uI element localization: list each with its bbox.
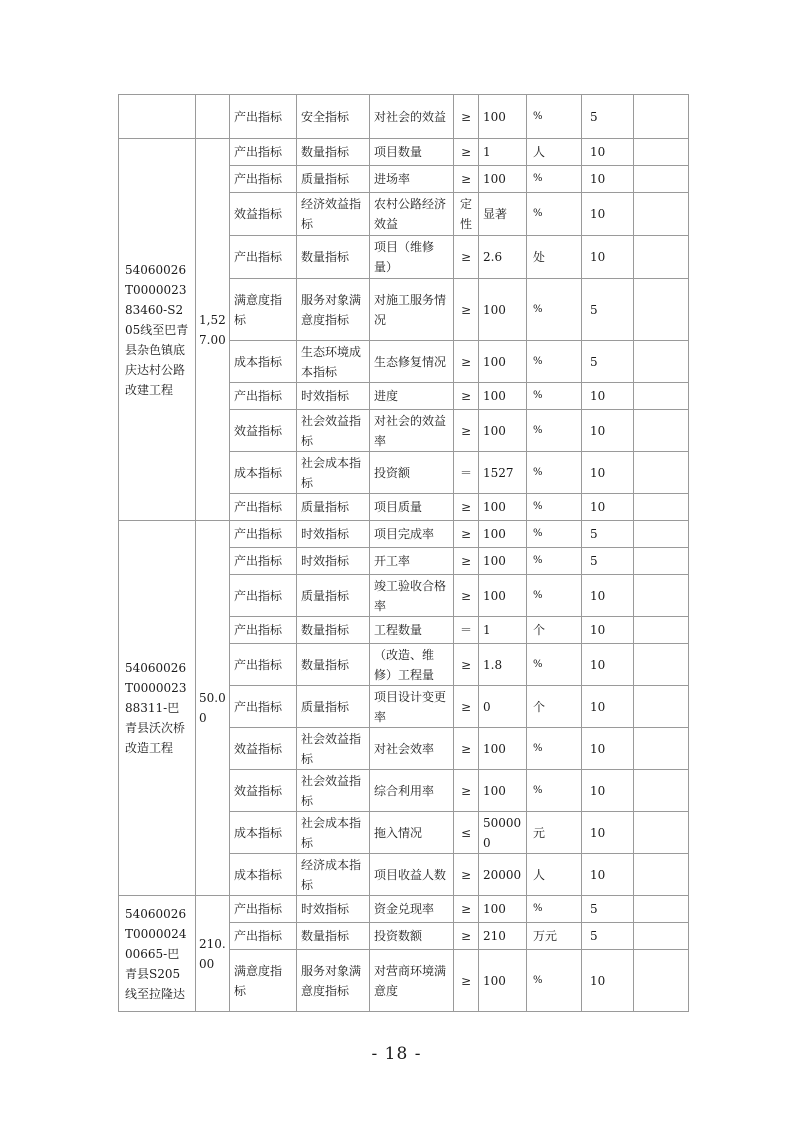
target-value-cell: 显著 [479, 193, 527, 236]
score-cell: 10 [582, 644, 634, 686]
level1-indicator-cell: 产出指标 [230, 923, 297, 950]
level1-indicator-cell: 成本指标 [230, 854, 297, 896]
level1-indicator-cell: 效益指标 [230, 193, 297, 236]
score-cell: 5 [582, 95, 634, 139]
remark-cell [634, 770, 689, 812]
level3-indicator-cell: 对社会的效益率 [370, 410, 454, 452]
operator-cell: ≥ [454, 410, 479, 452]
level3-indicator-cell: 进度 [370, 383, 454, 410]
target-value-cell: 100 [479, 896, 527, 923]
operator-cell: ≥ [454, 166, 479, 193]
target-value-cell: 100 [479, 521, 527, 548]
operator-cell: ≥ [454, 236, 479, 279]
level2-indicator-cell: 数量指标 [297, 923, 370, 950]
score-cell: 10 [582, 950, 634, 1012]
remark-cell [634, 236, 689, 279]
level3-indicator-cell: 对社会的效益 [370, 95, 454, 139]
project-amount-cell: 210.00 [196, 896, 230, 1012]
target-value-cell: 100 [479, 950, 527, 1012]
level2-indicator-cell: 质量指标 [297, 686, 370, 728]
level2-indicator-cell: 时效指标 [297, 548, 370, 575]
level1-indicator-cell: 产出指标 [230, 494, 297, 521]
remark-cell [634, 728, 689, 770]
unit-cell: % [527, 95, 582, 139]
target-value-cell: 100 [479, 548, 527, 575]
target-value-cell: 20000 [479, 854, 527, 896]
level3-indicator-cell: 综合利用率 [370, 770, 454, 812]
remark-cell [634, 279, 689, 341]
level1-indicator-cell: 产出指标 [230, 383, 297, 410]
level2-indicator-cell: 社会效益指标 [297, 728, 370, 770]
level2-indicator-cell: 时效指标 [297, 383, 370, 410]
score-cell: 10 [582, 770, 634, 812]
unit-cell: % [527, 644, 582, 686]
unit-cell: % [527, 770, 582, 812]
unit-cell: % [527, 548, 582, 575]
level3-indicator-cell: 开工率 [370, 548, 454, 575]
level3-indicator-cell: 投资数额 [370, 923, 454, 950]
project-name-cell: 54060026T000002400665-巴青县S205线至拉隆达 [119, 896, 196, 1012]
level1-indicator-cell: 效益指标 [230, 728, 297, 770]
unit-cell: % [527, 950, 582, 1012]
remark-cell [634, 95, 689, 139]
unit-cell: % [527, 341, 582, 383]
level2-indicator-cell: 质量指标 [297, 575, 370, 617]
level3-indicator-cell: 项目（维修量） [370, 236, 454, 279]
level1-indicator-cell: 成本指标 [230, 341, 297, 383]
remark-cell [634, 923, 689, 950]
operator-cell: ＝ [454, 617, 479, 644]
level2-indicator-cell: 质量指标 [297, 494, 370, 521]
level1-indicator-cell: 产出指标 [230, 896, 297, 923]
target-value-cell: 100 [479, 279, 527, 341]
remark-cell [634, 341, 689, 383]
level3-indicator-cell: 生态修复情况 [370, 341, 454, 383]
remark-cell [634, 410, 689, 452]
level3-indicator-cell: 拖入情况 [370, 812, 454, 854]
operator-cell: ≥ [454, 341, 479, 383]
score-cell: 5 [582, 521, 634, 548]
score-cell: 10 [582, 410, 634, 452]
unit-cell: % [527, 279, 582, 341]
level3-indicator-cell: 对施工服务情况 [370, 279, 454, 341]
level2-indicator-cell: 社会效益指标 [297, 770, 370, 812]
score-cell: 5 [582, 548, 634, 575]
remark-cell [634, 686, 689, 728]
operator-cell: ≥ [454, 923, 479, 950]
level1-indicator-cell: 成本指标 [230, 452, 297, 494]
operator-cell: ≥ [454, 644, 479, 686]
operator-cell: ≥ [454, 548, 479, 575]
level3-indicator-cell: 项目收益人数 [370, 854, 454, 896]
level1-indicator-cell: 产出指标 [230, 139, 297, 166]
unit-cell: 元 [527, 812, 582, 854]
level3-indicator-cell: 投资额 [370, 452, 454, 494]
level3-indicator-cell: 对社会效率 [370, 728, 454, 770]
remark-cell [634, 193, 689, 236]
level1-indicator-cell: 产出指标 [230, 166, 297, 193]
score-cell: 10 [582, 728, 634, 770]
target-value-cell: 500000 [479, 812, 527, 854]
unit-cell: 个 [527, 686, 582, 728]
unit-cell: 人 [527, 139, 582, 166]
score-cell: 10 [582, 139, 634, 166]
project-amount-cell: 1,527.00 [196, 139, 230, 521]
operator-cell: ≥ [454, 728, 479, 770]
level2-indicator-cell: 社会成本指标 [297, 812, 370, 854]
score-cell: 10 [582, 575, 634, 617]
level2-indicator-cell: 经济效益指标 [297, 193, 370, 236]
target-value-cell: 210 [479, 923, 527, 950]
remark-cell [634, 617, 689, 644]
level3-indicator-cell: 工程数量 [370, 617, 454, 644]
remark-cell [634, 575, 689, 617]
operator-cell: 定性 [454, 193, 479, 236]
level2-indicator-cell: 生态环境成本指标 [297, 341, 370, 383]
operator-cell: ≥ [454, 686, 479, 728]
operator-cell: ≥ [454, 494, 479, 521]
target-value-cell: 100 [479, 383, 527, 410]
remark-cell [634, 521, 689, 548]
operator-cell: ≥ [454, 896, 479, 923]
level3-indicator-cell: 项目数量 [370, 139, 454, 166]
level1-indicator-cell: 产出指标 [230, 236, 297, 279]
level2-indicator-cell: 时效指标 [297, 521, 370, 548]
performance-indicator-table [118, 94, 689, 1012]
page-number: - 18 - [371, 1044, 422, 1064]
remark-cell [634, 383, 689, 410]
unit-cell: 万元 [527, 923, 582, 950]
target-value-cell: 100 [479, 575, 527, 617]
unit-cell: 个 [527, 617, 582, 644]
table-row [119, 139, 689, 166]
level3-indicator-cell: （改造、维修）工程量 [370, 644, 454, 686]
score-cell: 10 [582, 686, 634, 728]
score-cell: 5 [582, 341, 634, 383]
level2-indicator-cell: 安全指标 [297, 95, 370, 139]
unit-cell: % [527, 521, 582, 548]
level2-indicator-cell: 数量指标 [297, 236, 370, 279]
target-value-cell: 1527 [479, 452, 527, 494]
project-name-cell: 54060026T000002383460-S205线至巴青县杂色镇底庆达村公路改建工程 [119, 139, 196, 521]
level3-indicator-cell: 对营商环境满意度 [370, 950, 454, 1012]
target-value-cell: 2.6 [479, 236, 527, 279]
level1-indicator-cell: 效益指标 [230, 770, 297, 812]
level1-indicator-cell: 效益指标 [230, 410, 297, 452]
unit-cell: % [527, 410, 582, 452]
level2-indicator-cell: 社会成本指标 [297, 452, 370, 494]
unit-cell: % [527, 728, 582, 770]
unit-cell: % [527, 896, 582, 923]
operator-cell: ＝ [454, 452, 479, 494]
project-amount-cell [196, 95, 230, 139]
project-name-cell [119, 95, 196, 139]
remark-cell [634, 644, 689, 686]
score-cell: 10 [582, 452, 634, 494]
level1-indicator-cell: 成本指标 [230, 812, 297, 854]
target-value-cell: 100 [479, 770, 527, 812]
target-value-cell: 100 [479, 166, 527, 193]
target-value-cell: 100 [479, 410, 527, 452]
level3-indicator-cell: 项目质量 [370, 494, 454, 521]
level2-indicator-cell: 社会效益指标 [297, 410, 370, 452]
remark-cell [634, 896, 689, 923]
level2-indicator-cell: 时效指标 [297, 896, 370, 923]
score-cell: 10 [582, 383, 634, 410]
operator-cell: ≥ [454, 854, 479, 896]
level1-indicator-cell: 产出指标 [230, 686, 297, 728]
target-value-cell: 100 [479, 494, 527, 521]
level3-indicator-cell: 项目设计变更率 [370, 686, 454, 728]
target-value-cell: 100 [479, 95, 527, 139]
operator-cell: ≤ [454, 812, 479, 854]
score-cell: 5 [582, 923, 634, 950]
operator-cell: ≥ [454, 139, 479, 166]
operator-cell: ≥ [454, 575, 479, 617]
unit-cell: % [527, 193, 582, 236]
table-row [119, 896, 689, 923]
score-cell: 10 [582, 494, 634, 521]
score-cell: 10 [582, 854, 634, 896]
unit-cell: % [527, 575, 582, 617]
level2-indicator-cell: 经济成本指标 [297, 854, 370, 896]
operator-cell: ≥ [454, 521, 479, 548]
level3-indicator-cell: 进场率 [370, 166, 454, 193]
remark-cell [634, 950, 689, 1012]
unit-cell: 处 [527, 236, 582, 279]
target-value-cell: 1 [479, 139, 527, 166]
score-cell: 10 [582, 166, 634, 193]
target-value-cell: 100 [479, 728, 527, 770]
score-cell: 10 [582, 236, 634, 279]
score-cell: 10 [582, 193, 634, 236]
operator-cell: ≥ [454, 950, 479, 1012]
target-value-cell: 1.8 [479, 644, 527, 686]
level2-indicator-cell: 数量指标 [297, 644, 370, 686]
level3-indicator-cell: 竣工验收合格率 [370, 575, 454, 617]
level1-indicator-cell: 产出指标 [230, 617, 297, 644]
remark-cell [634, 494, 689, 521]
level2-indicator-cell: 数量指标 [297, 139, 370, 166]
score-cell: 10 [582, 617, 634, 644]
level2-indicator-cell: 服务对象满意度指标 [297, 950, 370, 1012]
target-value-cell: 1 [479, 617, 527, 644]
target-value-cell: 100 [479, 341, 527, 383]
unit-cell: % [527, 452, 582, 494]
operator-cell: ≥ [454, 770, 479, 812]
table-row [119, 521, 689, 548]
level3-indicator-cell: 农村公路经济效益 [370, 193, 454, 236]
remark-cell [634, 166, 689, 193]
remark-cell [634, 452, 689, 494]
remark-cell [634, 812, 689, 854]
level3-indicator-cell: 资金兑现率 [370, 896, 454, 923]
operator-cell: ≥ [454, 95, 479, 139]
level2-indicator-cell: 质量指标 [297, 166, 370, 193]
remark-cell [634, 854, 689, 896]
level1-indicator-cell: 满意度指标 [230, 279, 297, 341]
unit-cell: % [527, 494, 582, 521]
unit-cell: % [527, 383, 582, 410]
table-row [119, 95, 689, 139]
remark-cell [634, 139, 689, 166]
score-cell: 5 [582, 279, 634, 341]
operator-cell: ≥ [454, 383, 479, 410]
remark-cell [634, 548, 689, 575]
project-name-cell: 54060026T000002388311-巴青县沃次桥改造工程 [119, 521, 196, 896]
level1-indicator-cell: 产出指标 [230, 521, 297, 548]
operator-cell: ≥ [454, 279, 479, 341]
level1-indicator-cell: 产出指标 [230, 644, 297, 686]
level3-indicator-cell: 项目完成率 [370, 521, 454, 548]
score-cell: 10 [582, 812, 634, 854]
unit-cell: % [527, 166, 582, 193]
project-amount-cell: 50.00 [196, 521, 230, 896]
level1-indicator-cell: 产出指标 [230, 548, 297, 575]
target-value-cell: 0 [479, 686, 527, 728]
level1-indicator-cell: 满意度指标 [230, 950, 297, 1012]
level2-indicator-cell: 数量指标 [297, 617, 370, 644]
score-cell: 5 [582, 896, 634, 923]
unit-cell: 人 [527, 854, 582, 896]
level1-indicator-cell: 产出指标 [230, 95, 297, 139]
level2-indicator-cell: 服务对象满意度指标 [297, 279, 370, 341]
level1-indicator-cell: 产出指标 [230, 575, 297, 617]
